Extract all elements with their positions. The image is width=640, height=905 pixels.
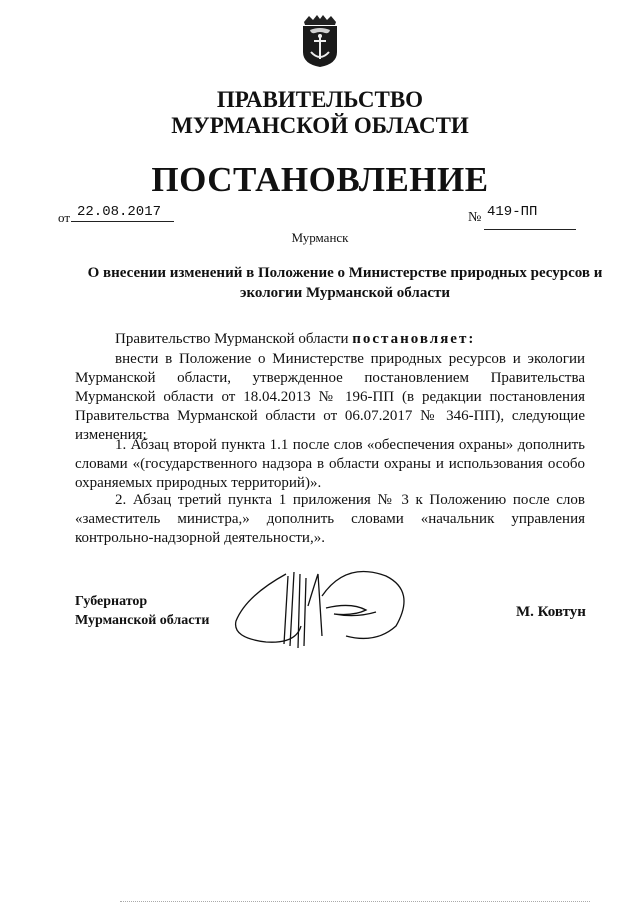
government-line-2: МУРМАНСКОЙ ОБЛАСТИ (171, 113, 469, 138)
city: Мурманск (291, 230, 349, 245)
document-type-title: ПОСТАНОВЛЕНИЕ (151, 160, 489, 199)
signer-name: М. Ковтун (516, 604, 586, 620)
government-name (0, 87, 640, 139)
main-paragraph: внести в Положение о Министерстве природных ресурсов и экологии Мурманской области, утвержденное постановлением Правительства Мурманской области от 18.04.2013 № 196-ПП (в редакции постановления Правительства Мурманской области от 06.07.2017 № 346-ПП), следующие изменения: (75, 351, 585, 443)
government-line-1: ПРАВИТЕЛЬСТВО (216, 87, 424, 112)
item-2-paragraph: 2. Абзац третий пункта 1 приложения № 3 к Положению после слов «заместитель министра,» дополнить словами «начальник управления контрольно-надзорной деятельности,». (75, 492, 585, 546)
document-number: 419-ПП (487, 204, 538, 220)
document-subject: О внесении изменений в Положение о Министерстве природных ресурсов и экологии Мурманской области (87, 265, 603, 301)
signer-title-line-2: Мурманской области (75, 613, 210, 628)
coat-of-arms-icon (300, 14, 340, 68)
number-label: № (468, 210, 482, 225)
handwritten-signature (226, 566, 416, 656)
date-underline (71, 221, 174, 222)
signer-title-line-1: Губернатор (75, 594, 148, 609)
intro-text: Правительство Мурманской области (115, 331, 353, 347)
footer-divider (120, 901, 590, 902)
intro-emphasis: постановляет: (352, 331, 476, 347)
document-date: 22.08.2017 (77, 204, 162, 220)
intro-paragraph (75, 330, 585, 349)
item-1-paragraph: 1. Абзац второй пункта 1.1 после слов «обеспечения охраны» дополнить словами «(государственного надзора в области охраны и использования особо охраняемых природных территорий)». (75, 437, 585, 491)
date-label: от (58, 210, 71, 225)
signer-title (75, 592, 209, 630)
